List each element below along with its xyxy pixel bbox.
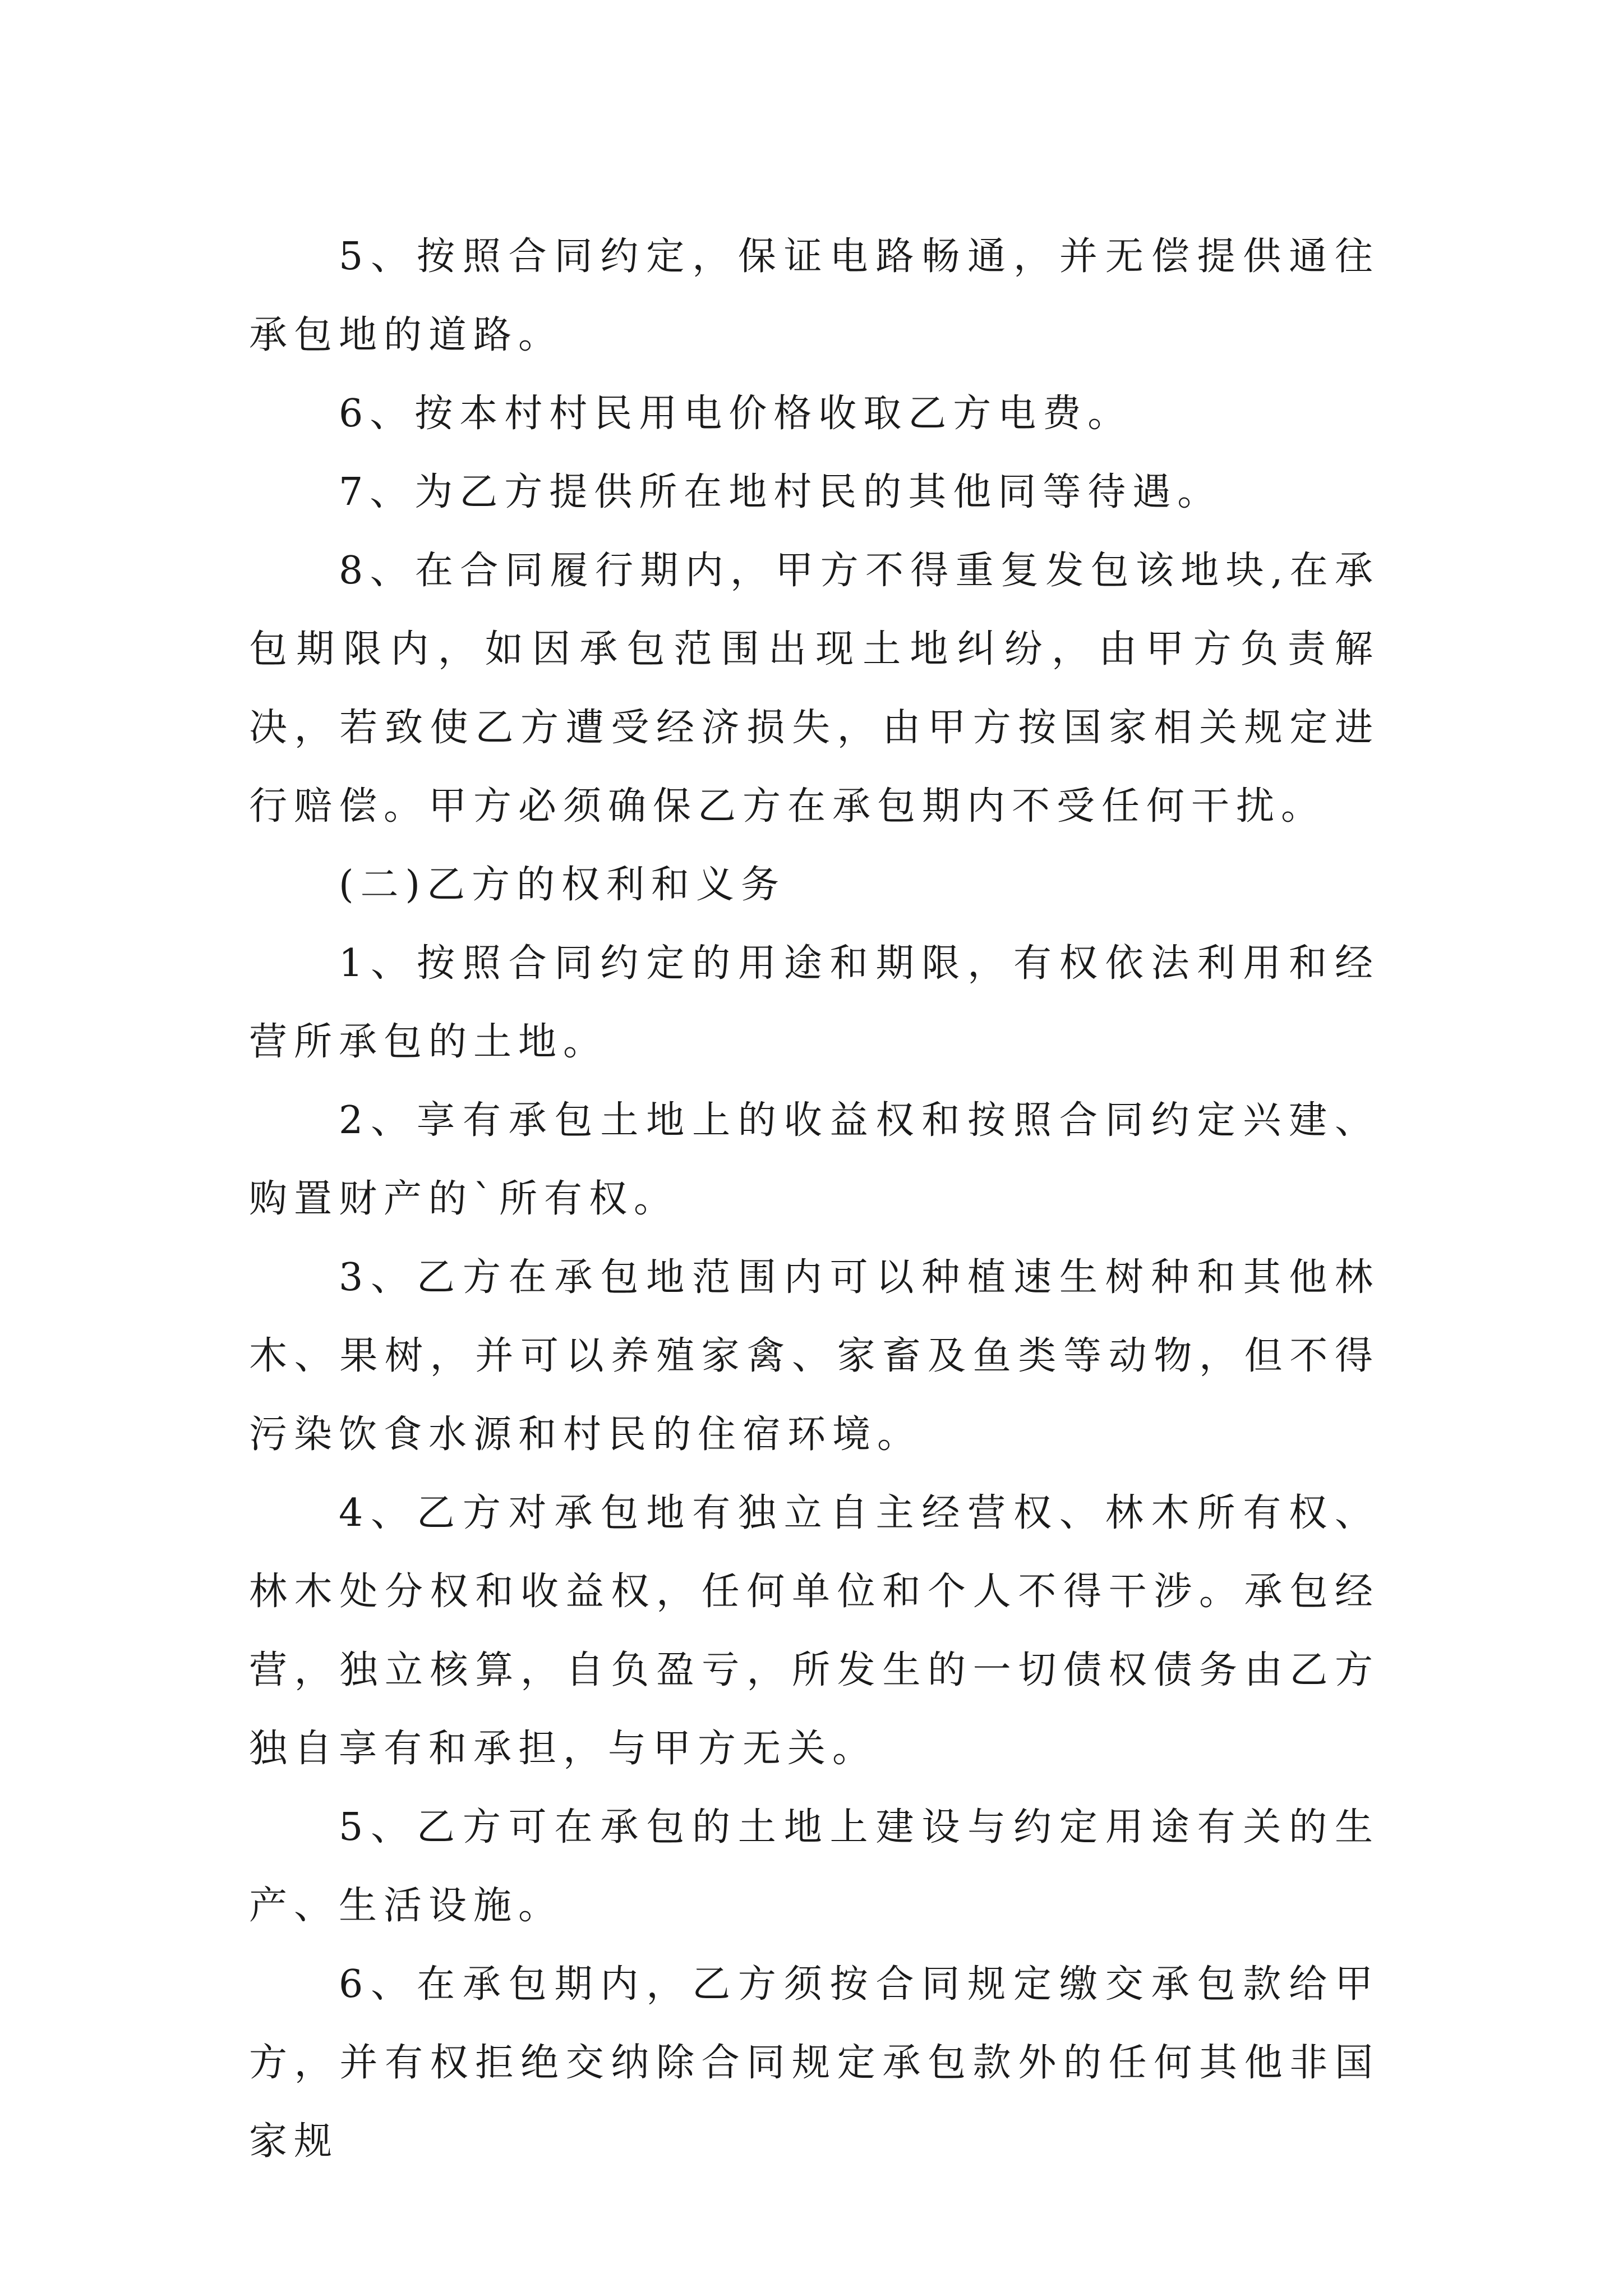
- paragraph-a8: 8、在合同履行期内，甲方不得重复发包该地块,在承包期限内，如因承包范围出现土地纠纷，由甲方负责解决，若致使乙方遭受经济损失，由甲方按国家相关规定进行赔偿。甲方必须确保乙方在承包期内不受任何干扰。: [249, 549, 1380, 829]
- paragraph-a7: 7、为乙方提供所在地村民的其他同等待遇。: [339, 470, 1223, 514]
- section-heading-party-b: (二)乙方的权利和义务: [339, 863, 786, 907]
- document-body: [249, 218, 1380, 2181]
- paragraph-a6: 6、按本村村民用电价格收取乙方电费。: [339, 392, 1133, 436]
- paragraph-b4: 4、乙方对承包地有独立自主经营权、林木所有权、林木处分权和收益权，任何单位和个人不得干涉。承包经营，独立核算，自负盈亏，所发生的一切债权债务由乙方独自享有和承担，与甲方无关。: [249, 1491, 1380, 1771]
- paragraph-b6: 6、在承包期内，乙方须按合同规定缴交承包款给甲方，并有权拒绝交纳除合同规定承包款外的任何其他非国家规: [249, 1962, 1380, 2164]
- paragraph-b5: 5、乙方可在承包的土地上建设与约定用途有关的生产、生活设施。: [249, 1805, 1380, 1928]
- paragraph-b1: 1、按照合同约定的用途和期限，有权依法利用和经营所承包的土地。: [249, 941, 1380, 1064]
- paragraph-a5: 5、按照合同约定，保证电路畅通，并无偿提供通往承包地的道路。: [249, 234, 1380, 357]
- paragraph-b2: 2、享有承包土地上的收益权和按照合同约定兴建、购置财产的`所有权。: [249, 1098, 1380, 1221]
- paragraph-b3: 3、乙方在承包地范围内可以种植速生树种和其他林木、果树，并可以养殖家禽、家畜及鱼类等动物，但不得污染饮食水源和村民的住宿环境。: [249, 1255, 1380, 1457]
